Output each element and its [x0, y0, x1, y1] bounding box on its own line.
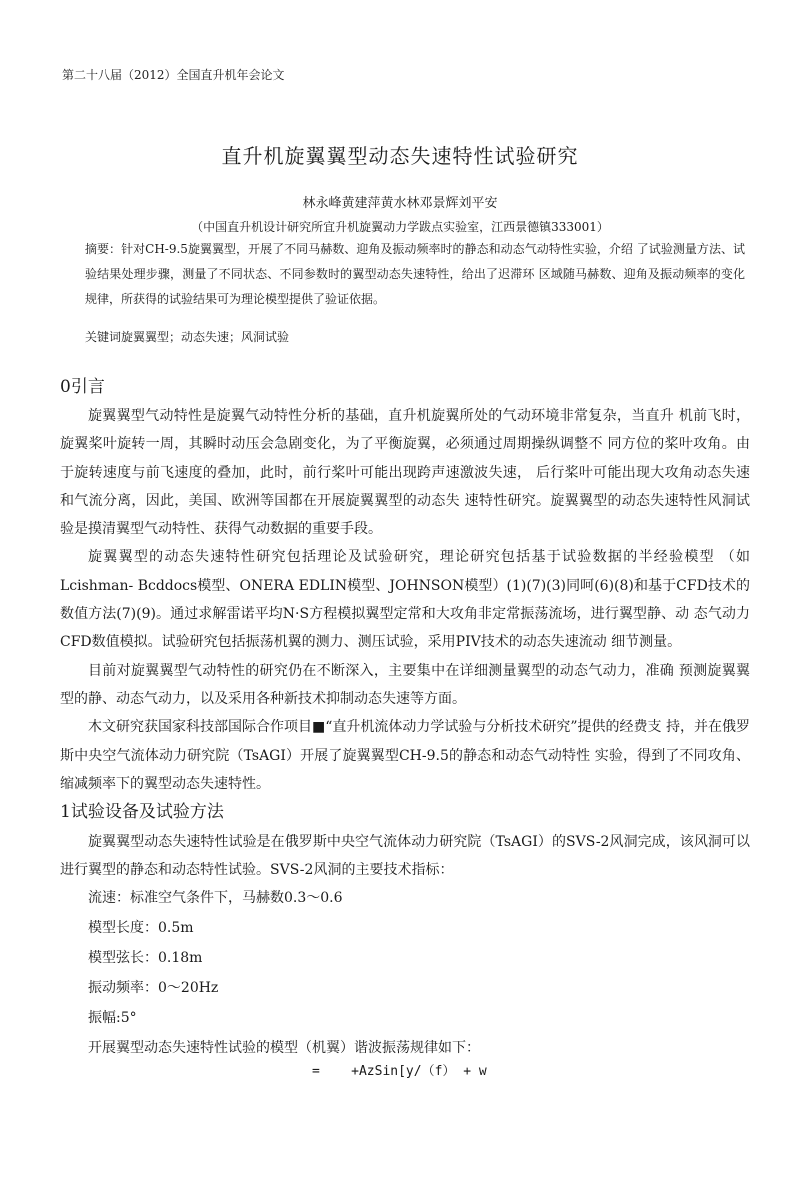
- section-0-paragraph: 目前对旋翼翼型气动特性的研究仍在不断深入，主要集中在详细测量翼型的动态气动力，准确 预测旋翼翼型的静、动态气动力，以及采用各种新技术抑制动态失速等方面。: [60, 662, 750, 707]
- running-header: 第二十八届（2012）全国直升机年会论文: [62, 68, 285, 82]
- spec-item: 振幅:5°: [88, 1010, 137, 1026]
- section-0-paragraph: 旋翼翼型的动态失速特性研究包括理论及试验研究，理论研究包括基于试验数据的半经验模型 （如Lcishman- Bcddocs模型、ONERA EDLIN模型、JOHNSON模型）(1)(7)(3)同呵(6)(8)和基于CFD技术的 数值方法(7)(9)。通过求解雷诺平均N·S方程模拟翼型定常和大攻角非定常振荡流场，进行翼型静、动 态气动力CFD数值模拟。试验研究包括振荡机翼的测力、测压试验，采用PIV技术的动态失速流动 细节测量。: [60, 549, 750, 651]
- abstract: 摘要：针对CH-9.5旋翼翼型，开展了不同马赫数、迎角及振动频率时的静态和动态气动特性实验，介绍 了试验测量方法、试验结果处理步骤，测量了不同状态、不同参数时的翼型动态失速特性，给出了迟滞环 区域随马赫数、迎角及振动频率的变化规律，所获得的试验结果可为理论模型提供了验证依据。: [85, 242, 745, 306]
- affiliation: （中国直升机设计研究所宜升机旋翼动力学跋点实验室，江西景德镇333001）: [191, 220, 609, 234]
- section-0-body: [60, 402, 750, 798]
- oscillation-formula: = +AzSin[y/（f） + w: [312, 1064, 487, 1079]
- section-1-body: [60, 828, 750, 885]
- section-1-heading: 1试验设备及试验方法: [60, 802, 224, 822]
- keywords: 关键词旋翼翼型；动态失速；风洞试验: [85, 330, 290, 344]
- author-list: 林永峰黄建萍黄水林邓景辉刘平安: [302, 196, 498, 211]
- paper-title: 直升机旋翼翼型动态失速特性试验研究: [221, 144, 579, 168]
- section-1-paragraph: 旋翼翼型动态失速特性试验是在俄罗斯中央空气流体动力研究院（TsAGI）的SVS-2风洞完成，该风洞可以进行翼型的静态和动态特性试验。SVS-2风洞的主要技术指标：: [60, 834, 750, 879]
- section-0-paragraph: 旋翼翼型气动特性是旋翼气动特性分析的基础，直升机旋翼所处的气动环境非常复杂，当直升 机前飞时，旋翼桨叶旋转一周，其瞬时动压会急剧变化，为了平衡旋翼，必须通过周期操纵调整不 同方位的桨叶攻角。由于旋转速度与前飞速度的叠加，此时，前行桨叶可能出现跨声速激波失速， 后行桨叶可能出现大攻角动态失速和气流分离，因此，美国、欧洲等国都在开展旋翼翼型的动态失 速特性研究。旋翼翼型的动态失速特性风洞试验是摸清翼型气动特性、获得气动数据的重要手段。: [60, 408, 750, 538]
- spec-item: 流速：标准空气条件下，马赫数0.3～0.6: [88, 890, 343, 906]
- spec-item: 开展翼型动态失速特性试验的模型（机翼）谐波振荡规律如下：: [88, 1040, 480, 1056]
- spec-item: 模型长度：0.5m: [88, 920, 194, 936]
- spec-item: 振动频率：0～20Hz: [88, 980, 219, 996]
- spec-list: [88, 883, 480, 1063]
- spec-item: 模型弦长：0.18m: [88, 950, 203, 966]
- section-0-paragraph: 木文研究获国家科技部国际合作项目■“直升机流体动力学试验与分析技术研究”提供的经费支 持，并在俄罗斯中央空气流体动力研究院（TsAGI）开展了旋翼翼型CH-9.5的静态和动态气动特性 实验，得到了不同攻角、缩减频率下的翼型动态失速特性。: [60, 719, 750, 792]
- section-0-heading: 0引言: [60, 377, 105, 397]
